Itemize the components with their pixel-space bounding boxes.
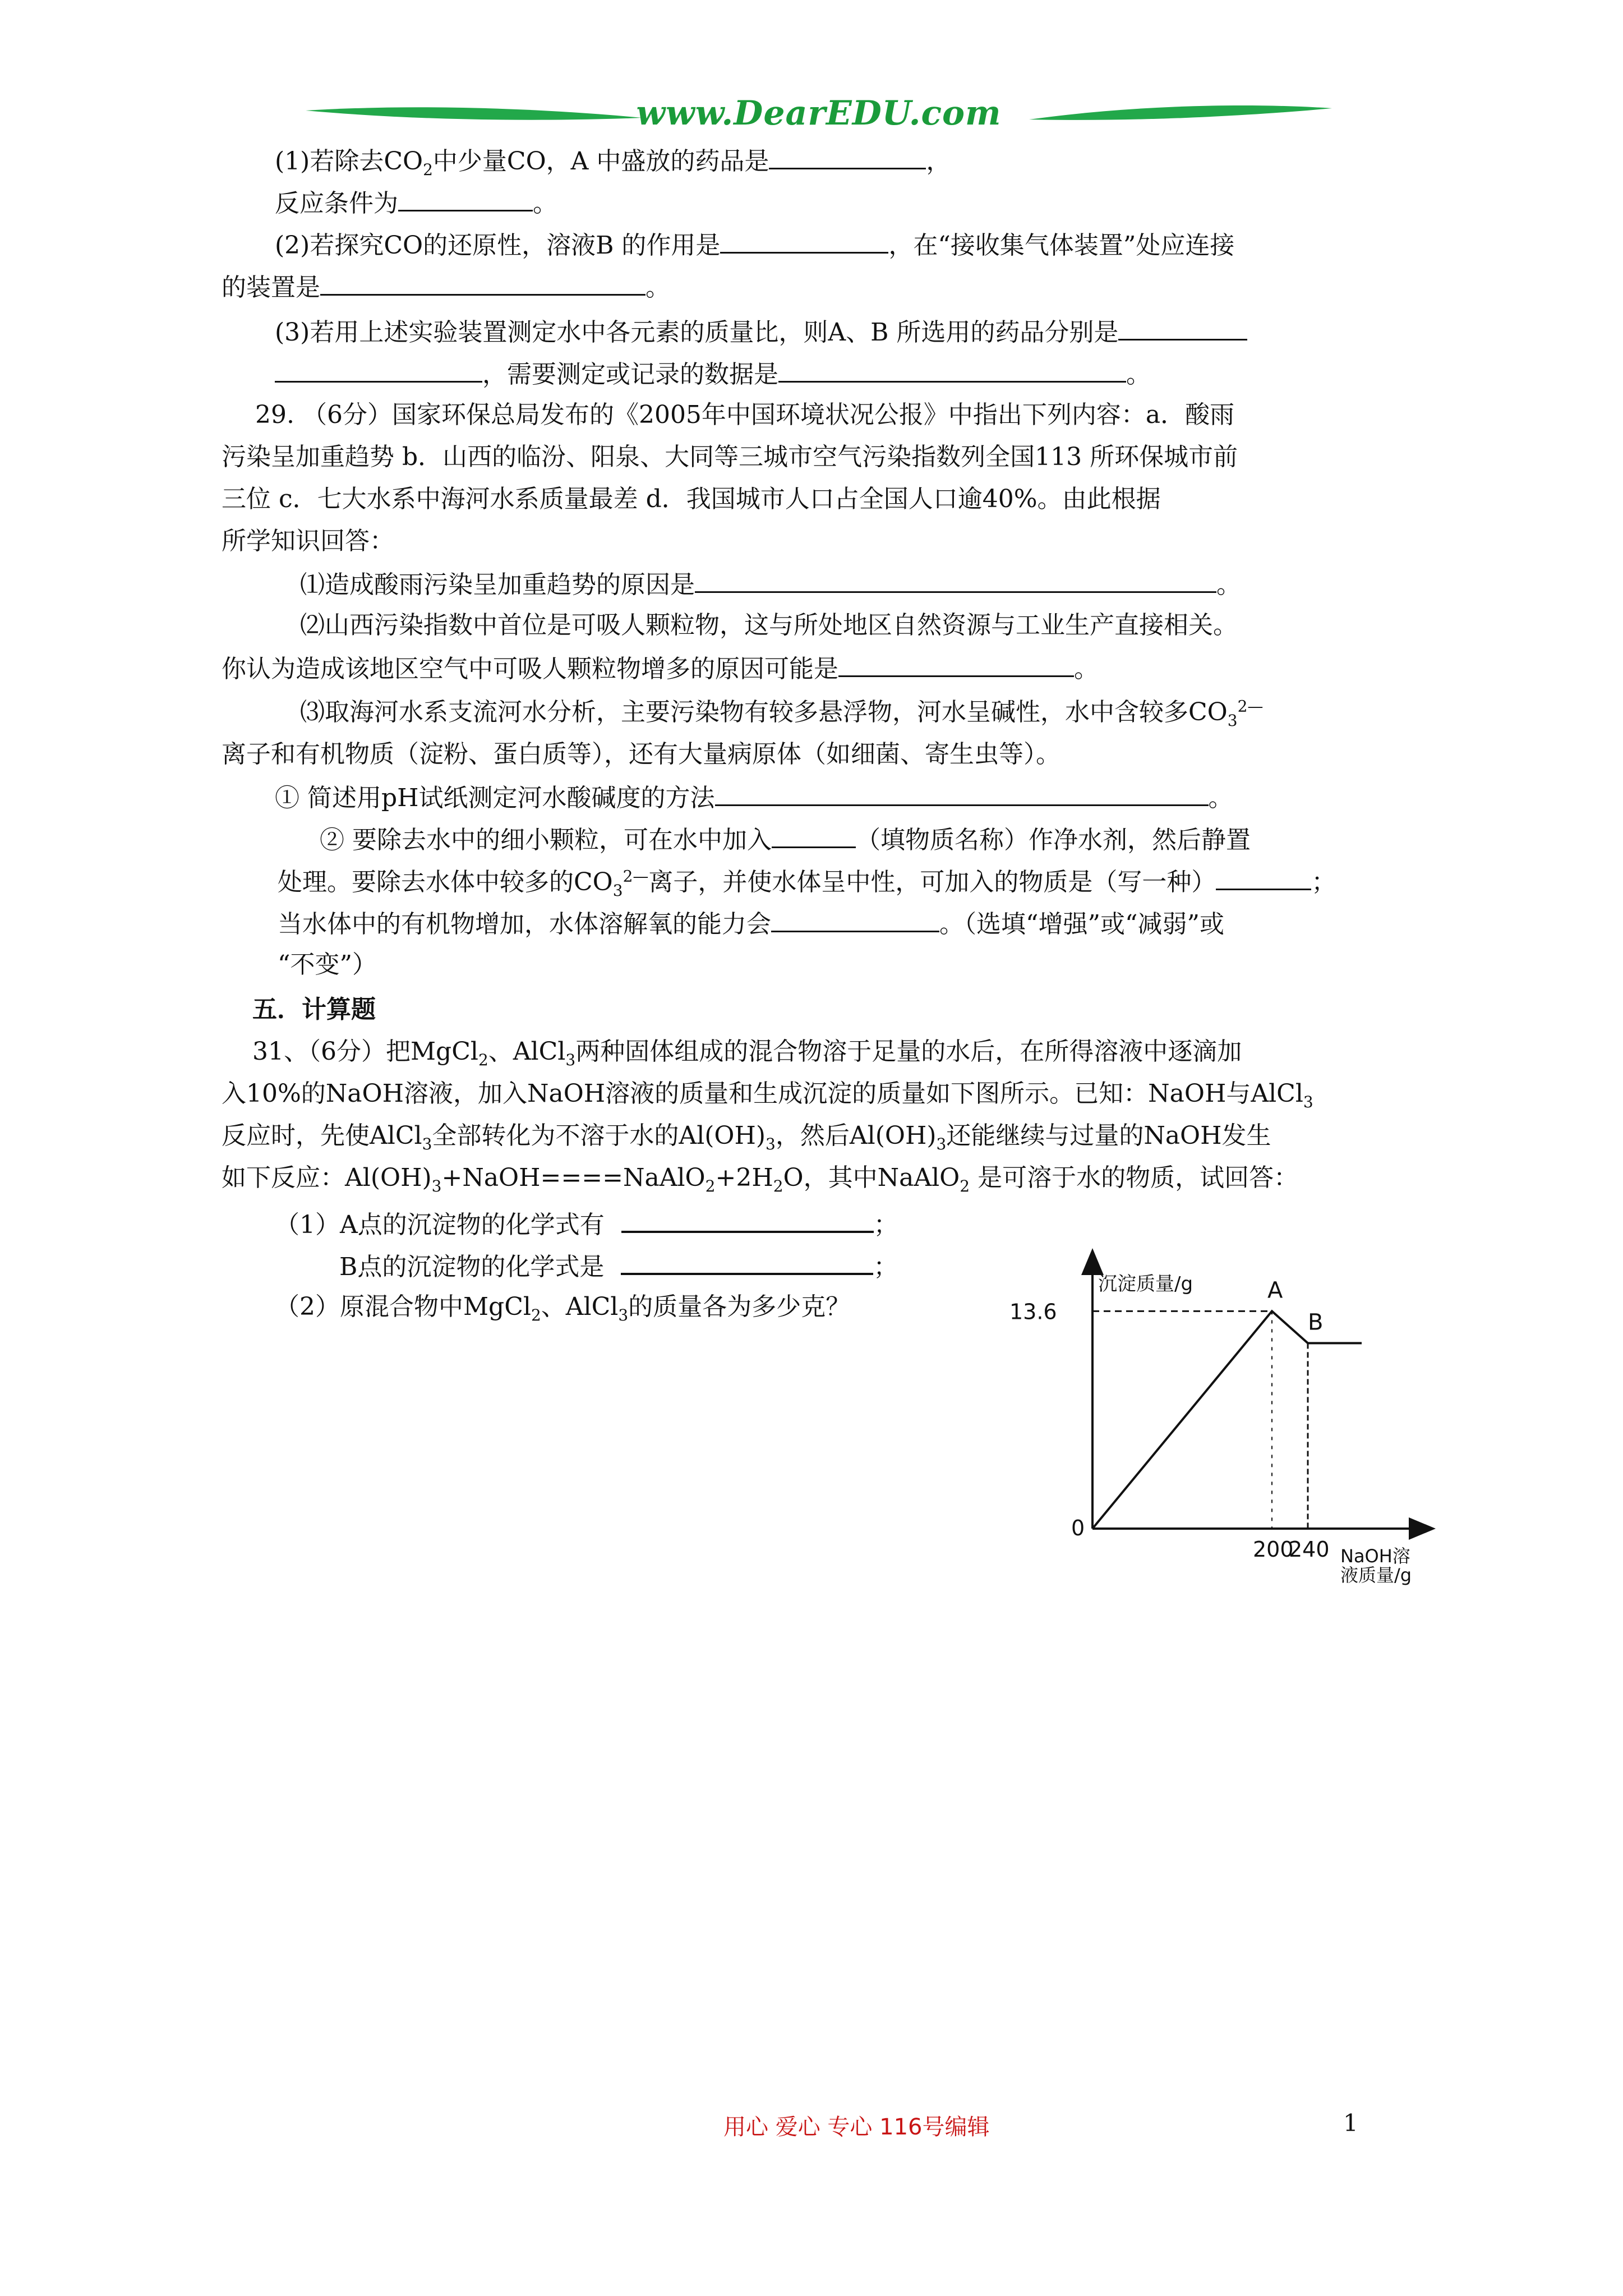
q29-sub2-cont2: 当水体中的有机物增加，水体溶解氧的能力会 。（选填“增强”或“减弱”或 <box>278 906 1224 941</box>
q31-intro-4: 如下反应：$Al(OH)_3+NaOH====NaAlO_2+2H_2O$，其中NaAlO$_2$ 是可溶于水的物质，试回答： <box>222 1163 1299 1195</box>
answer-blank[interactable] <box>621 1248 873 1275</box>
q31-part1: （1）A点的沉淀物的化学式有 ； <box>275 1206 898 1242</box>
q29-part2-cont: 你认为造成该地区空气中可吸人颗粒物增多的原因可能是 。 <box>222 651 1099 686</box>
answer-blank[interactable] <box>695 567 1216 593</box>
q29-intro-3: 三位 c．七大水系中海河水系质量最差 d．我国城市人口占全国人口逾40%。由此根据 <box>222 485 1161 513</box>
q31-part1-b: B点的沉淀物的化学式是 ； <box>339 1248 898 1284</box>
q29-sub2: ② 要除去水中的细小颗粒，可在水中加入 （填物质名称）作净水剂，然后静置 <box>320 822 1251 857</box>
answer-blank[interactable] <box>778 356 1126 383</box>
q28-part2: (2)若探究CO的还原性，溶液B 的作用是 ，在“接收集气体装置”处应连接 <box>275 227 1234 263</box>
x-axis-label-line1: NaOH溶 <box>1340 1545 1410 1567</box>
site-header <box>306 94 1332 137</box>
answer-blank[interactable] <box>715 780 1209 806</box>
q29-part3: ⑶取海河水系支流河水分析，主要污染物有较多悬浮物，河水呈碱性，水中含较多$CO_3^{2—}$ <box>300 697 1264 730</box>
answer-blank[interactable] <box>275 356 482 383</box>
q31-intro-3: 反应时，先使AlCl$_3$全部转化为不溶于水的$Al(OH)_3$，然后$Al(OH)_3$还能继续与过量的NaOH发生 <box>222 1121 1271 1153</box>
x-tick-label: 240 <box>1289 1537 1330 1562</box>
q28-part3: (3)若用上述实验装置测定水中各元素的质量比，则A、B 所选用的药品分别是 <box>275 314 1247 349</box>
answer-blank[interactable] <box>398 185 533 211</box>
q29-sub2-cont: 处理。要除去水体中较多的$CO_3^{2—}$离子，并使水体呈中性，可加入的物质是（写一种） ； <box>278 864 1336 899</box>
point-label-a: A <box>1267 1277 1283 1304</box>
q29-sub1: ① 简述用pH试纸测定河水酸碱度的方法 。 <box>275 780 1233 815</box>
precipitate-chart <box>1009 1248 1458 1607</box>
answer-blank[interactable] <box>1118 314 1247 341</box>
q29-intro: 29. （6分）国家环保总局发布的《2005年中国环境状况公报》中指出下列内容：a．酸雨 <box>255 401 1235 429</box>
y-tick-label: 13.6 <box>1009 1299 1057 1324</box>
x-axis-label-line2: 液质量/g <box>1340 1565 1412 1586</box>
q29-part1: ⑴造成酸雨污染呈加重趋势的原因是 。 <box>300 567 1241 602</box>
x-tick-label: 200 <box>1253 1537 1294 1562</box>
y-axis-label: 沉淀质量/g <box>1098 1273 1193 1295</box>
q28-part1: (1)若除去$CO_2$中少量CO，A 中盛放的药品是 ， <box>275 143 951 178</box>
q29-part3-cont: 离子和有机物质（淀粉、蛋白质等），还有大量病原体（如细菌、寄生虫等）。 <box>222 740 1061 769</box>
x-axis-label <box>1340 1545 1416 1586</box>
answer-blank[interactable] <box>772 822 856 848</box>
q28-part1-condition: 反应条件为 。 <box>275 185 557 220</box>
q29-intro-4: 所学知识回答： <box>222 527 394 555</box>
answer-blank[interactable] <box>838 651 1074 677</box>
answer-blank[interactable] <box>720 227 888 254</box>
series-line <box>1092 1311 1362 1529</box>
q28-part2-cont: 的装置是 。 <box>222 269 670 305</box>
answer-blank[interactable] <box>771 906 939 932</box>
point-label-b: B <box>1308 1309 1324 1336</box>
origin-label: 0 <box>1071 1516 1085 1540</box>
answer-blank[interactable] <box>621 1206 874 1233</box>
q31-part2: （2）原混合物中MgCl$_2$、AlCl$_3$的质量各为多少克？ <box>275 1292 851 1324</box>
answer-blank[interactable] <box>320 269 645 296</box>
q29-intro-2: 污染呈加重趋势 b．山西的临汾、阳泉、大同等三城市空气污染指数列全国113 所环保城市前 <box>222 443 1238 471</box>
footer-text: 用心 爱心 专心 116号编辑 <box>723 2114 990 2140</box>
q31-intro: 31、（6分）把MgCl$_2$、AlCl$_3$两种固体组成的混合物溶于足量的水后，在所得溶液中逐滴加 <box>252 1037 1242 1069</box>
answer-blank[interactable] <box>1216 864 1311 890</box>
page-number: 1 <box>1343 2109 1358 2137</box>
q29-sub2-cont3: “不变”） <box>278 950 377 979</box>
answer-blank[interactable] <box>769 143 926 169</box>
q28-part3-cont: ，需要测定或记录的数据是 。 <box>275 356 1151 392</box>
q31-intro-2: 入10%的NaOH溶液，加入NaOH溶液的质量和生成沉淀的质量如下图所示。已知：NaOH与AlCl$_3$ <box>222 1079 1313 1111</box>
q29-part2: ⑵山西污染指数中首位是可吸人颗粒物，这与所处地区自然资源与工业生产直接相关。 <box>300 611 1238 639</box>
section-heading: 五．计算题 <box>252 995 376 1024</box>
site-logo-text: www.DearEDU.com <box>636 94 1002 133</box>
